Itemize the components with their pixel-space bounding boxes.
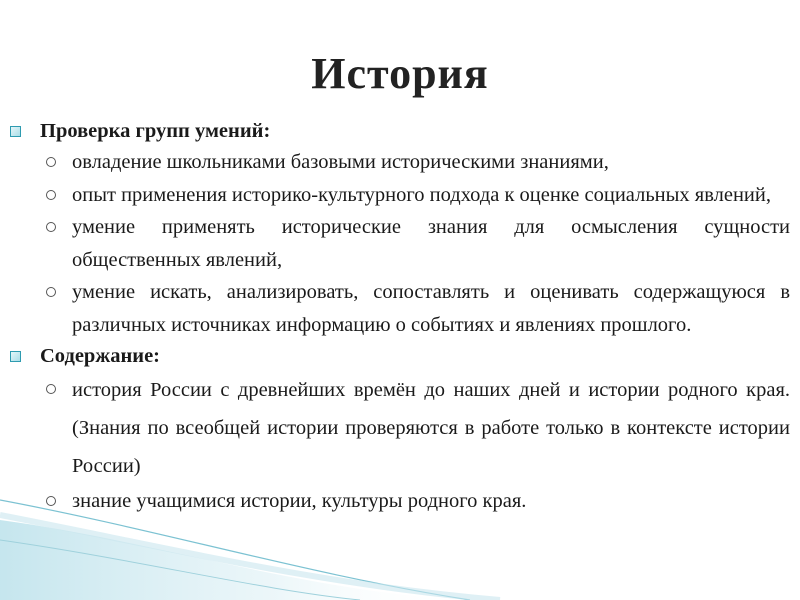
list-item-text: опыт применения историко-культурного подхода к оценке социальных явлений, (72, 183, 771, 206)
list-item (10, 179, 792, 212)
circle-bullet-icon (46, 157, 56, 167)
list-item-text: знание учащимися истории, культуры родного края. (72, 490, 527, 512)
circle-bullet-icon (46, 190, 56, 200)
section-content (10, 341, 792, 518)
list-item (10, 211, 792, 276)
circle-bullet-icon (46, 496, 56, 506)
circle-bullet-icon (46, 222, 56, 232)
section-heading (10, 116, 792, 146)
skills-list (10, 146, 792, 341)
list-item (10, 485, 792, 518)
list-item-text: умение искать, анализировать, сопоставлять и оценивать содержащуюся в различных источниках информацию о событиях и явлениях прошлого. (72, 281, 790, 336)
list-item-text: овладение школьниками базовыми историческими знаниями, (72, 151, 609, 173)
circle-bullet-icon (46, 384, 56, 394)
section-heading (10, 341, 792, 371)
list-item (10, 146, 792, 179)
content-list (10, 371, 792, 518)
circle-bullet-icon (46, 287, 56, 297)
square-bullet-icon (10, 126, 21, 137)
section-heading-text: Проверка групп умений: (40, 120, 271, 142)
list-item (10, 276, 792, 341)
slide-body (10, 116, 792, 518)
square-bullet-icon (10, 351, 21, 362)
page-title: История (311, 49, 489, 98)
section-heading-text: Содержание: (40, 345, 160, 367)
list-item (10, 371, 792, 485)
list-item-text: история России с древнейших времён до наших дней и истории родного края. (Знания по всеобщей истории проверяются в работе только в контексте истории России) (72, 379, 790, 477)
section-skills (10, 116, 792, 341)
list-item-text: умение применять исторические знания для осмысления сущности общественных явлений, (72, 216, 790, 271)
